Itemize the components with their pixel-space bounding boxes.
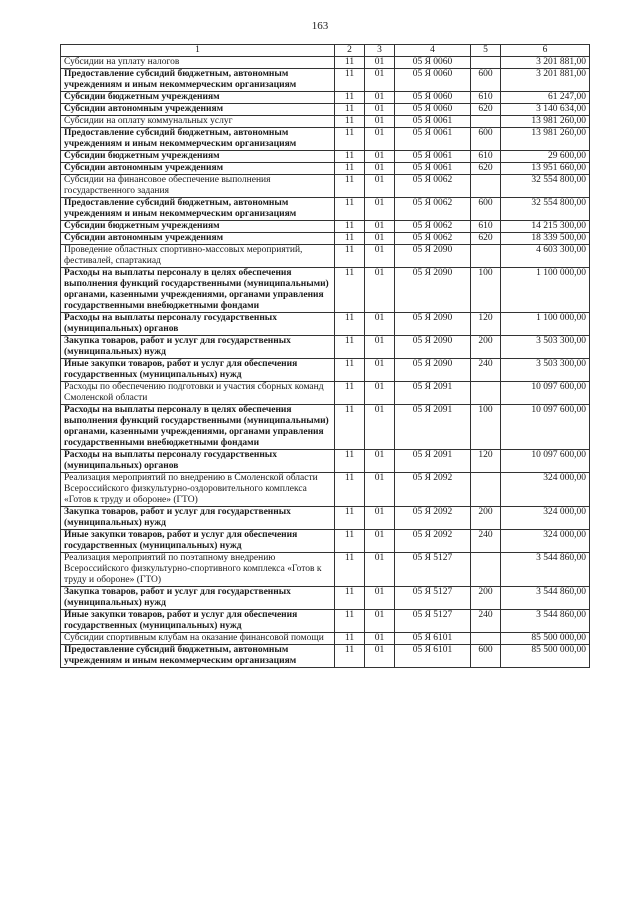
- row-subsection-cell: 01: [365, 151, 395, 163]
- row-subsection-cell: 01: [365, 359, 395, 382]
- row-expense-type-cell: 200: [471, 507, 501, 530]
- row-target-article-cell: 05 Я 0062: [395, 233, 471, 245]
- row-subsection-cell: 01: [365, 92, 395, 104]
- row-name-cell: Иные закупки товаров, работ и услуг для обеспечения государственных (муниципальных) нужд: [61, 530, 335, 553]
- row-expense-type-cell: [471, 473, 501, 507]
- row-name-cell: Закупка товаров, работ и услуг для государственных (муниципальных) нужд: [61, 507, 335, 530]
- row-target-article-cell: 05 Я 0060: [395, 92, 471, 104]
- row-expense-type-cell: 620: [471, 163, 501, 175]
- column-header: 5: [471, 45, 501, 57]
- row-amount-cell: 1 100 000,00: [501, 268, 590, 313]
- row-expense-type-cell: 600: [471, 198, 501, 221]
- row-amount-cell: 14 215 300,00: [501, 221, 590, 233]
- row-amount-cell: 85 500 000,00: [501, 645, 590, 668]
- row-subsection-cell: 01: [365, 198, 395, 221]
- table-row: [61, 268, 590, 313]
- row-expense-type-cell: 240: [471, 610, 501, 633]
- row-subsection-cell: 01: [365, 313, 395, 336]
- row-expense-type-cell: 610: [471, 151, 501, 163]
- row-section-cell: 11: [335, 382, 365, 405]
- row-target-article-cell: 05 Я 0062: [395, 175, 471, 198]
- table-row: [61, 553, 590, 587]
- row-section-cell: 11: [335, 359, 365, 382]
- row-target-article-cell: 05 Я 2091: [395, 405, 471, 450]
- table-row: [61, 221, 590, 233]
- row-expense-type-cell: 600: [471, 645, 501, 668]
- page-number: 163: [311, 20, 329, 32]
- column-header: 4: [395, 45, 471, 57]
- table-row: [61, 530, 590, 553]
- table-row: [61, 610, 590, 633]
- row-name-cell: Проведение областных спортивно-массовых мероприятий, фестивалей, спартакиад: [61, 245, 335, 268]
- row-expense-type-cell: 620: [471, 233, 501, 245]
- row-subsection-cell: 01: [365, 57, 395, 69]
- row-amount-cell: 324 000,00: [501, 473, 590, 507]
- budget-table: [60, 44, 590, 668]
- row-subsection-cell: 01: [365, 69, 395, 92]
- row-expense-type-cell: [471, 116, 501, 128]
- row-target-article-cell: 05 Я 0060: [395, 104, 471, 116]
- row-name-cell: Субсидии бюджетным учреждениям: [61, 221, 335, 233]
- table-row: [61, 104, 590, 116]
- table-row: [61, 175, 590, 198]
- row-expense-type-cell: [471, 57, 501, 69]
- row-target-article-cell: 05 Я 5127: [395, 587, 471, 610]
- row-subsection-cell: 01: [365, 450, 395, 473]
- row-subsection-cell: 01: [365, 221, 395, 233]
- table-row: [61, 633, 590, 645]
- row-name-cell: Расходы на выплаты персоналу государственных (муниципальных) органов: [61, 313, 335, 336]
- row-expense-type-cell: 610: [471, 221, 501, 233]
- row-subsection-cell: 01: [365, 633, 395, 645]
- row-expense-type-cell: [471, 633, 501, 645]
- row-subsection-cell: 01: [365, 116, 395, 128]
- table-row: [61, 313, 590, 336]
- row-subsection-cell: 01: [365, 587, 395, 610]
- table-row: [61, 450, 590, 473]
- row-expense-type-cell: 200: [471, 336, 501, 359]
- row-target-article-cell: 05 Я 0061: [395, 128, 471, 151]
- row-expense-type-cell: 120: [471, 313, 501, 336]
- row-section-cell: 11: [335, 268, 365, 313]
- row-target-article-cell: 05 Я 2090: [395, 268, 471, 313]
- table-row: [61, 336, 590, 359]
- row-section-cell: 11: [335, 313, 365, 336]
- row-name-cell: Расходы по обеспечению подготовки и участия сборных команд Смоленской области: [61, 382, 335, 405]
- row-section-cell: 11: [335, 587, 365, 610]
- table-row: [61, 163, 590, 175]
- row-expense-type-cell: 600: [471, 128, 501, 151]
- row-name-cell: Закупка товаров, работ и услуг для государственных (муниципальных) нужд: [61, 336, 335, 359]
- column-header: 1: [61, 45, 335, 57]
- row-amount-cell: 3 503 300,00: [501, 359, 590, 382]
- table-row: [61, 69, 590, 92]
- row-section-cell: 11: [335, 507, 365, 530]
- row-name-cell: Предоставление субсидий бюджетным, автономным учреждениям и иным некоммерческим организациям: [61, 645, 335, 668]
- row-subsection-cell: 01: [365, 530, 395, 553]
- row-amount-cell: 32 554 800,00: [501, 175, 590, 198]
- column-header: 3: [365, 45, 395, 57]
- row-target-article-cell: 05 Я 2090: [395, 359, 471, 382]
- row-section-cell: 11: [335, 473, 365, 507]
- row-subsection-cell: 01: [365, 473, 395, 507]
- row-expense-type-cell: 240: [471, 359, 501, 382]
- row-expense-type-cell: 200: [471, 587, 501, 610]
- row-subsection-cell: 01: [365, 645, 395, 668]
- row-amount-cell: 4 603 300,00: [501, 245, 590, 268]
- table-row: [61, 473, 590, 507]
- row-section-cell: 11: [335, 645, 365, 668]
- row-subsection-cell: 01: [365, 175, 395, 198]
- table-row: [61, 405, 590, 450]
- row-name-cell: Закупка товаров, работ и услуг для государственных (муниципальных) нужд: [61, 587, 335, 610]
- row-target-article-cell: 05 Я 2092: [395, 507, 471, 530]
- row-section-cell: 11: [335, 245, 365, 268]
- row-amount-cell: 324 000,00: [501, 507, 590, 530]
- row-amount-cell: 29 600,00: [501, 151, 590, 163]
- row-target-article-cell: 05 Я 2090: [395, 313, 471, 336]
- row-target-article-cell: 05 Я 2090: [395, 245, 471, 268]
- row-subsection-cell: 01: [365, 233, 395, 245]
- row-subsection-cell: 01: [365, 610, 395, 633]
- row-name-cell: Субсидии на уплату налогов: [61, 57, 335, 69]
- row-expense-type-cell: [471, 382, 501, 405]
- table-row: [61, 645, 590, 668]
- row-section-cell: 11: [335, 69, 365, 92]
- row-target-article-cell: 05 Я 2091: [395, 382, 471, 405]
- row-expense-type-cell: 600: [471, 69, 501, 92]
- table-row: [61, 507, 590, 530]
- row-section-cell: 11: [335, 151, 365, 163]
- row-name-cell: Реализация мероприятий по поэтапному внедрению Всероссийского физкультурно-спортивного комплекса «Готов к труду и обороне» (ГТО): [61, 553, 335, 587]
- row-expense-type-cell: 100: [471, 268, 501, 313]
- table-body: [61, 57, 590, 668]
- row-section-cell: 11: [335, 450, 365, 473]
- row-amount-cell: 10 097 600,00: [501, 382, 590, 405]
- row-amount-cell: 3 544 860,00: [501, 587, 590, 610]
- row-amount-cell: 32 554 800,00: [501, 198, 590, 221]
- row-expense-type-cell: 100: [471, 405, 501, 450]
- row-section-cell: 11: [335, 405, 365, 450]
- row-name-cell: Субсидии бюджетным учреждениям: [61, 151, 335, 163]
- row-subsection-cell: 01: [365, 104, 395, 116]
- row-name-cell: Предоставление субсидий бюджетным, автономным учреждениям и иным некоммерческим организациям: [61, 69, 335, 92]
- row-amount-cell: 10 097 600,00: [501, 450, 590, 473]
- row-subsection-cell: 01: [365, 553, 395, 587]
- row-amount-cell: 13 951 660,00: [501, 163, 590, 175]
- row-subsection-cell: 01: [365, 128, 395, 151]
- row-amount-cell: 3 544 860,00: [501, 553, 590, 587]
- row-expense-type-cell: [471, 553, 501, 587]
- table-row: [61, 151, 590, 163]
- table-row: [61, 382, 590, 405]
- row-amount-cell: 1 100 000,00: [501, 313, 590, 336]
- table-header-row: [61, 45, 590, 57]
- table-row: [61, 128, 590, 151]
- row-name-cell: Субсидии автономным учреждениям: [61, 163, 335, 175]
- row-target-article-cell: 05 Я 0060: [395, 57, 471, 69]
- row-target-article-cell: 05 Я 2092: [395, 473, 471, 507]
- row-amount-cell: 61 247,00: [501, 92, 590, 104]
- row-target-article-cell: 05 Я 6101: [395, 645, 471, 668]
- row-expense-type-cell: [471, 245, 501, 268]
- row-expense-type-cell: [471, 175, 501, 198]
- row-section-cell: 11: [335, 530, 365, 553]
- row-name-cell: Иные закупки товаров, работ и услуг для обеспечения государственных (муниципальных) нужд: [61, 359, 335, 382]
- row-section-cell: 11: [335, 221, 365, 233]
- row-name-cell: Иные закупки товаров, работ и услуг для обеспечения государственных (муниципальных) нужд: [61, 610, 335, 633]
- row-name-cell: Субсидии автономным учреждениям: [61, 233, 335, 245]
- row-name-cell: Предоставление субсидий бюджетным, автономным учреждениям и иным некоммерческим организациям: [61, 128, 335, 151]
- row-target-article-cell: 05 Я 0061: [395, 163, 471, 175]
- table-row: [61, 198, 590, 221]
- row-amount-cell: 3 140 634,00: [501, 104, 590, 116]
- row-section-cell: 11: [335, 163, 365, 175]
- row-section-cell: 11: [335, 116, 365, 128]
- row-amount-cell: 13 981 260,00: [501, 116, 590, 128]
- row-amount-cell: 3 201 881,00: [501, 57, 590, 69]
- row-expense-type-cell: 240: [471, 530, 501, 553]
- row-amount-cell: 3 544 860,00: [501, 610, 590, 633]
- column-header: 6: [501, 45, 590, 57]
- row-target-article-cell: 05 Я 6101: [395, 633, 471, 645]
- row-target-article-cell: 05 Я 5127: [395, 610, 471, 633]
- row-section-cell: 11: [335, 198, 365, 221]
- row-subsection-cell: 01: [365, 245, 395, 268]
- row-section-cell: 11: [335, 104, 365, 116]
- row-subsection-cell: 01: [365, 163, 395, 175]
- row-amount-cell: 3 201 881,00: [501, 69, 590, 92]
- row-amount-cell: 85 500 000,00: [501, 633, 590, 645]
- table-row: [61, 587, 590, 610]
- row-amount-cell: 10 097 600,00: [501, 405, 590, 450]
- row-target-article-cell: 05 Я 0061: [395, 151, 471, 163]
- row-section-cell: 11: [335, 57, 365, 69]
- row-expense-type-cell: 620: [471, 104, 501, 116]
- row-name-cell: Расходы на выплаты персоналу в целях обеспечения выполнения функций государственными (муниципальными) органами, казенными учреждениями, органами управления государственными внебюджетными фондами: [61, 268, 335, 313]
- table-row: [61, 92, 590, 104]
- row-name-cell: Субсидии на оплату коммунальных услуг: [61, 116, 335, 128]
- row-expense-type-cell: 120: [471, 450, 501, 473]
- row-section-cell: 11: [335, 233, 365, 245]
- row-section-cell: 11: [335, 553, 365, 587]
- table-row: [61, 245, 590, 268]
- row-subsection-cell: 01: [365, 268, 395, 313]
- row-section-cell: 11: [335, 175, 365, 198]
- row-amount-cell: 324 000,00: [501, 530, 590, 553]
- row-name-cell: Реализация мероприятий по внедрению в Смоленской области Всероссийского физкультурно-оздоровительного комплекса «Готов к труду и обороне» (ГТО): [61, 473, 335, 507]
- row-subsection-cell: 01: [365, 507, 395, 530]
- row-subsection-cell: 01: [365, 405, 395, 450]
- table-row: [61, 233, 590, 245]
- row-section-cell: 11: [335, 336, 365, 359]
- row-amount-cell: 18 339 500,00: [501, 233, 590, 245]
- row-name-cell: Субсидии на финансовое обеспечение выполнения государственного задания: [61, 175, 335, 198]
- row-target-article-cell: 05 Я 0062: [395, 221, 471, 233]
- row-target-article-cell: 05 Я 0062: [395, 198, 471, 221]
- row-target-article-cell: 05 Я 2090: [395, 336, 471, 359]
- row-section-cell: 11: [335, 610, 365, 633]
- row-section-cell: 11: [335, 633, 365, 645]
- row-section-cell: 11: [335, 128, 365, 151]
- row-name-cell: Субсидии бюджетным учреждениям: [61, 92, 335, 104]
- row-amount-cell: 13 981 260,00: [501, 128, 590, 151]
- row-name-cell: Расходы на выплаты персоналу в целях обеспечения выполнения функций государственными (муниципальными) органами, казенными учреждениями, органами управления государственными внебюджетными фондами: [61, 405, 335, 450]
- table-row: [61, 57, 590, 69]
- column-header: 2: [335, 45, 365, 57]
- row-amount-cell: 3 503 300,00: [501, 336, 590, 359]
- row-target-article-cell: 05 Я 2092: [395, 530, 471, 553]
- row-target-article-cell: 05 Я 2091: [395, 450, 471, 473]
- table-row: [61, 116, 590, 128]
- row-target-article-cell: 05 Я 0061: [395, 116, 471, 128]
- row-name-cell: Субсидии спортивным клубам на оказание финансовой помощи: [61, 633, 335, 645]
- row-target-article-cell: 05 Я 5127: [395, 553, 471, 587]
- table-row: [61, 359, 590, 382]
- row-subsection-cell: 01: [365, 336, 395, 359]
- row-subsection-cell: 01: [365, 382, 395, 405]
- row-name-cell: Расходы на выплаты персоналу государственных (муниципальных) органов: [61, 450, 335, 473]
- row-target-article-cell: 05 Я 0060: [395, 69, 471, 92]
- row-name-cell: Предоставление субсидий бюджетным, автономным учреждениям и иным некоммерческим организациям: [61, 198, 335, 221]
- row-section-cell: 11: [335, 92, 365, 104]
- row-expense-type-cell: 610: [471, 92, 501, 104]
- row-name-cell: Субсидии автономным учреждениям: [61, 104, 335, 116]
